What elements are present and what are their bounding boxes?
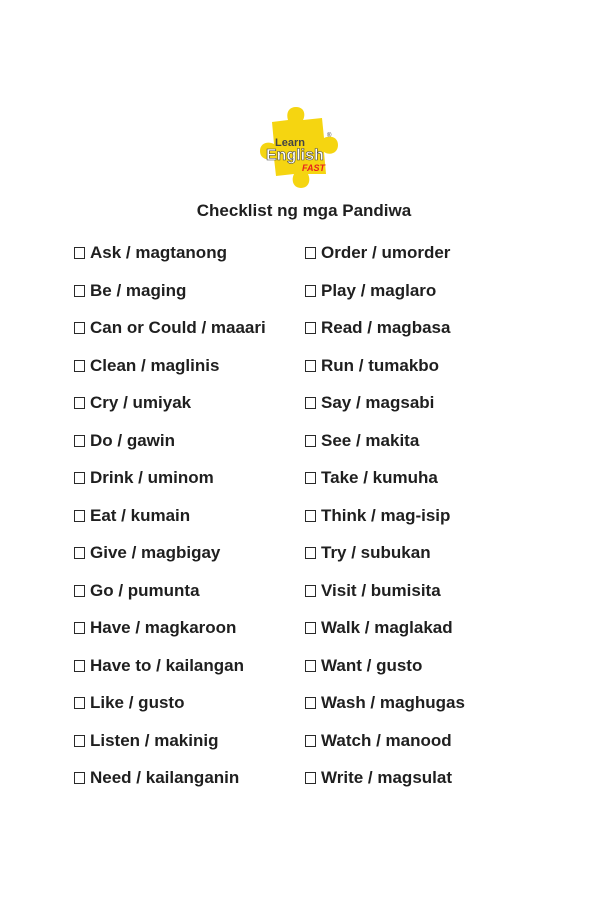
checkbox-icon[interactable]: [305, 585, 316, 597]
checklist-left-column: [74, 243, 266, 806]
checklist-item-label: Play / maglaro: [321, 280, 437, 300]
checklist-item-label: Clean / maglinis: [90, 355, 220, 375]
checklist-item-label: Give / magbigay: [90, 543, 221, 562]
checklist-item-label: Write / magsulat: [321, 768, 452, 787]
checklist-item: [305, 768, 465, 806]
checklist-item: [305, 243, 465, 281]
checklist-item: [74, 768, 266, 806]
checkbox-icon[interactable]: [305, 247, 316, 259]
checklist-item-label: Cry / umiyak: [90, 393, 192, 412]
checkbox-icon[interactable]: [305, 472, 316, 484]
checklist-item: [305, 656, 465, 694]
checklist-item-label: Go / pumunta: [90, 580, 200, 600]
checkbox-icon[interactable]: [305, 360, 316, 372]
checkbox-icon[interactable]: [74, 735, 85, 747]
checklist-item-label: Can or Could / maaari: [90, 318, 266, 337]
checkbox-icon[interactable]: [74, 510, 85, 522]
checklist-item: [74, 431, 266, 469]
checkbox-icon[interactable]: [305, 285, 316, 297]
checkbox-icon[interactable]: [305, 660, 316, 672]
checklist-item: [305, 543, 465, 581]
checklist-item: [74, 318, 266, 356]
checklist-item-label: Say / magsabi: [321, 393, 435, 412]
checkbox-icon[interactable]: [305, 397, 316, 409]
checkbox-icon[interactable]: [305, 547, 316, 559]
checklist-item-label: Try / subukan: [321, 543, 431, 562]
checklist-right-column: [305, 243, 465, 806]
checklist-item-label: Wash / maghugas: [321, 693, 465, 712]
checkbox-icon[interactable]: [305, 772, 316, 784]
checklist-item-label: Think / mag-isip: [321, 505, 451, 525]
checklist-item-label: Have / magkaroon: [90, 618, 237, 637]
checklist-item-label: Read / magbasa: [321, 318, 451, 337]
checkbox-icon[interactable]: [74, 285, 85, 297]
checkbox-icon[interactable]: [74, 585, 85, 597]
checklist-item-label: Take / kumuha: [321, 468, 438, 487]
checklist-item: [74, 506, 266, 544]
logo-registered-mark: ®: [327, 133, 332, 139]
checklist-item: [74, 731, 266, 769]
checklist-item-label: Do / gawin: [90, 430, 175, 450]
checkbox-icon[interactable]: [74, 472, 85, 484]
checkbox-icon[interactable]: [305, 697, 316, 709]
checklist-item: [305, 731, 465, 769]
checklist-item-label: Visit / bumisita: [321, 580, 441, 600]
checklist-item: [74, 693, 266, 731]
checklist-item-label: Eat / kumain: [90, 505, 191, 525]
checklist-item: [305, 468, 465, 506]
checklist-item-label: Ask / magtanong: [90, 243, 227, 262]
checkbox-icon[interactable]: [74, 435, 85, 447]
checklist-item-label: Be / maging: [90, 280, 187, 300]
checkbox-icon[interactable]: [305, 735, 316, 747]
checkbox-icon[interactable]: [74, 547, 85, 559]
checkbox-icon[interactable]: [305, 622, 316, 634]
checklist-item-label: Have to / kailangan: [90, 655, 244, 675]
checklist-item: [305, 356, 465, 394]
checkbox-icon[interactable]: [74, 622, 85, 634]
checklist-item: [305, 581, 465, 619]
checklist-item: [74, 281, 266, 319]
logo-learn-text: Learn: [275, 137, 305, 149]
checklist-item-label: Run / tumakbo: [321, 355, 440, 375]
page-title: Checklist ng mga Pandiwa: [196, 201, 412, 220]
checkbox-icon[interactable]: [305, 322, 316, 334]
checklist-item: [305, 693, 465, 731]
checklist-item-label: Drink / uminom: [90, 468, 214, 487]
checklist-item: [305, 393, 465, 431]
checkbox-icon[interactable]: [305, 510, 316, 522]
checklist-item-label: See / makita: [321, 430, 420, 450]
checkbox-icon[interactable]: [74, 660, 85, 672]
checklist-item-label: Listen / makinig: [90, 730, 219, 750]
checkbox-icon[interactable]: [74, 322, 85, 334]
checklist-item: [305, 618, 465, 656]
checklist-item: [74, 356, 266, 394]
checklist-item-label: Like / gusto: [90, 693, 185, 712]
checklist-item-label: Order / umorder: [321, 243, 451, 262]
checklist-item: [74, 243, 266, 281]
checklist-item: [74, 543, 266, 581]
checklist-item-label: Want / gusto: [321, 655, 423, 675]
logo-fast-text: FAST: [302, 163, 326, 173]
checkbox-icon[interactable]: [74, 247, 85, 259]
checklist-item: [74, 581, 266, 619]
checklist-item: [305, 281, 465, 319]
checklist-item-label: Need / kailanganin: [90, 768, 240, 787]
checkbox-icon[interactable]: [74, 772, 85, 784]
checkbox-icon[interactable]: [74, 697, 85, 709]
checkbox-icon[interactable]: [305, 435, 316, 447]
learn-english-fast-logo: [250, 104, 346, 196]
checklist-item: [305, 318, 465, 356]
checklist-item: [305, 506, 465, 544]
checklist-item: [74, 393, 266, 431]
checklist-item-label: Watch / manood: [321, 730, 452, 750]
checklist-item: [305, 431, 465, 469]
logo-english-text: English: [266, 147, 324, 164]
checklist-item: [74, 468, 266, 506]
puzzle-piece-icon: [250, 104, 346, 196]
checklist-item-label: Walk / maglakad: [321, 618, 453, 637]
checkbox-icon[interactable]: [74, 360, 85, 372]
checkbox-icon[interactable]: [74, 397, 85, 409]
checklist-item: [74, 618, 266, 656]
checklist-item: [74, 656, 266, 694]
